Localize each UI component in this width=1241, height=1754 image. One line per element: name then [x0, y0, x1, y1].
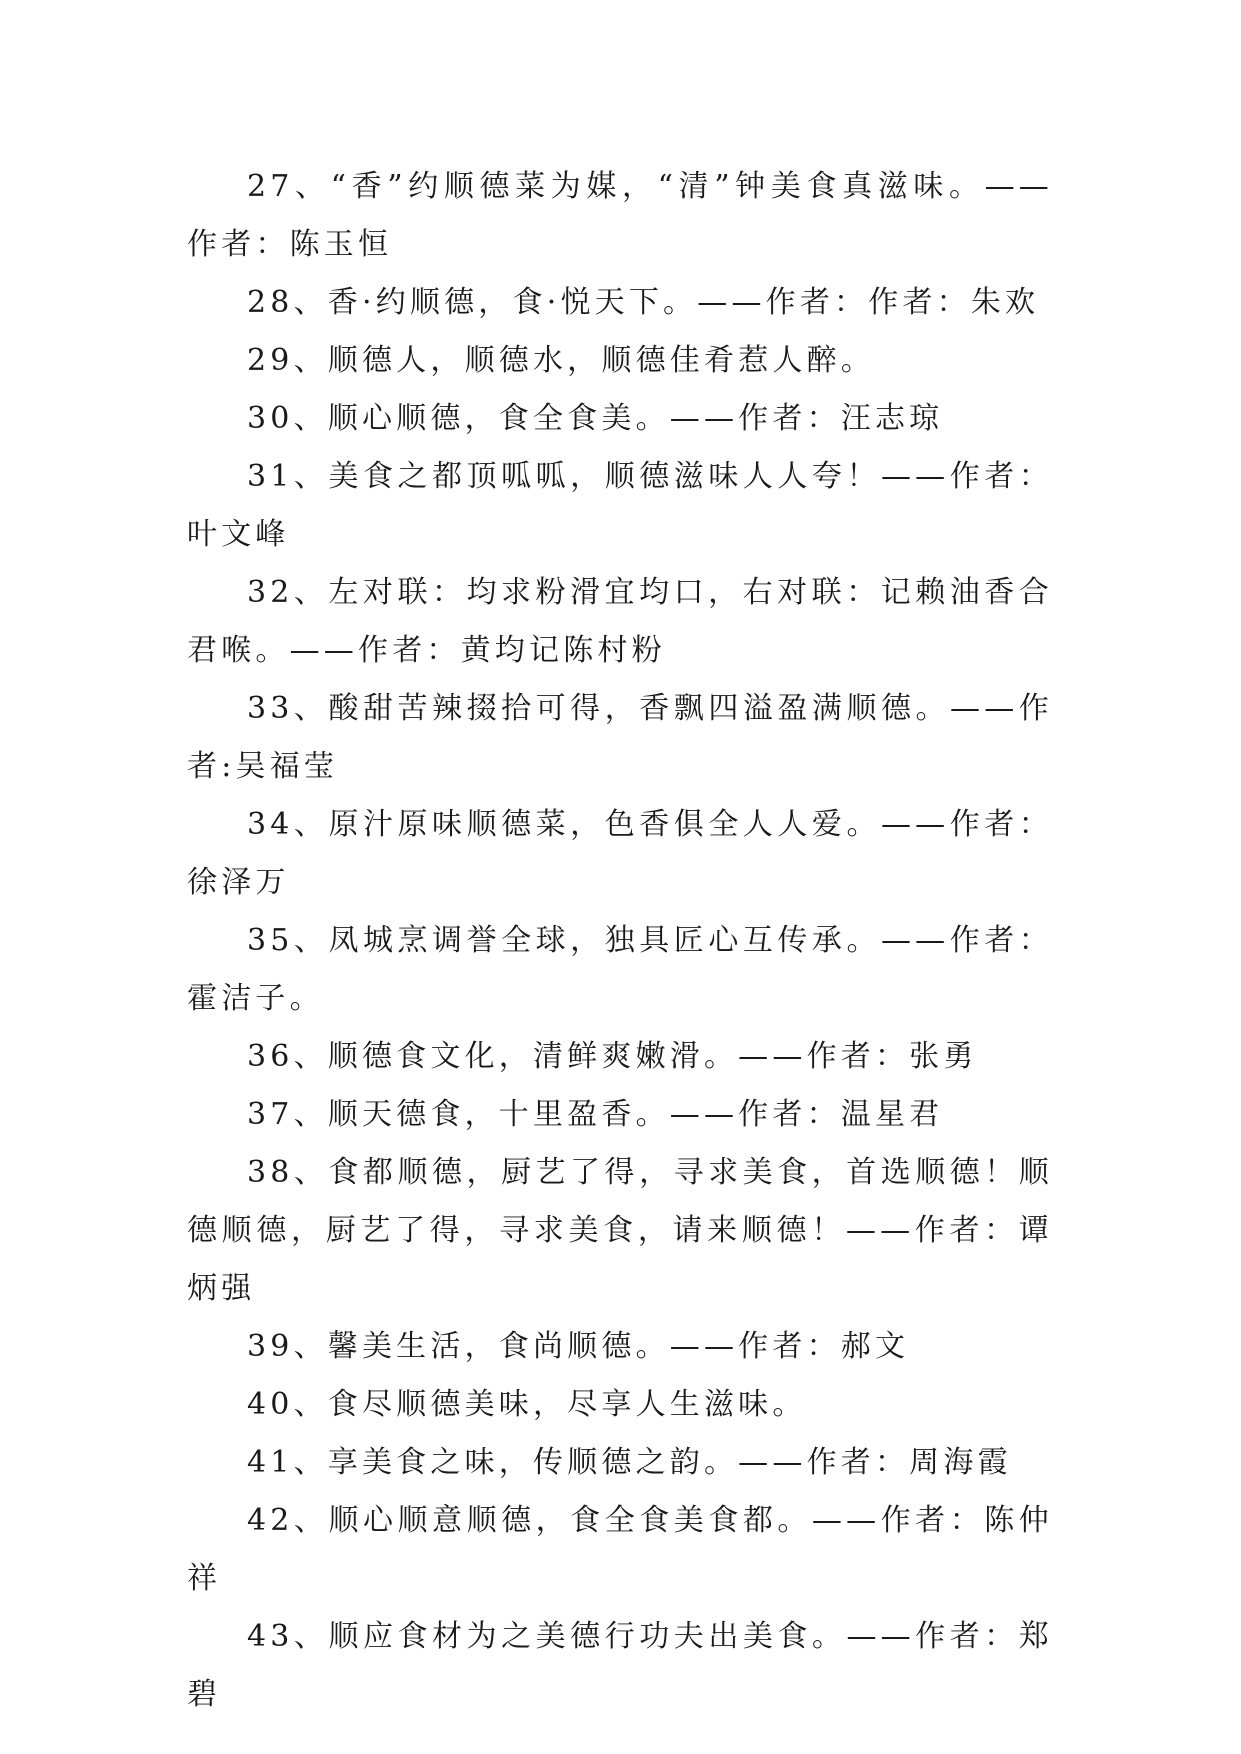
slogan-entry-27: 27、“香”约顺德菜为媒，“清”钟美食真滋味。——作者：陈玉恒: [187, 169, 1053, 262]
document-body: [187, 158, 1053, 1724]
slogan-entry-28: 28、香·约顺德，食·悦天下。——作者：作者：朱欢: [247, 285, 1040, 320]
slogan-entry-41: 41、享美食之味，传顺德之韵。——作者：周海霞: [247, 1445, 1012, 1480]
slogan-entry-36: 36、顺德食文化，清鲜爽嫩滑。——作者：张勇: [247, 1039, 978, 1074]
slogan-entry-33: 33、酸甜苦辣掇拾可得，香飘四溢盈满顺德。——作者:吴福莹: [187, 691, 1053, 784]
slogan-entry-30: 30、顺心顺德，食全食美。——作者：汪志琼: [247, 401, 944, 436]
slogan-entry-37: 37、顺天德食，十里盈香。——作者：温星君: [247, 1097, 944, 1132]
slogan-entry-34: 34、原汁原味顺德菜，色香俱全人人爱。——作者：徐泽万: [187, 807, 1053, 900]
slogan-entry-40: 40、食尽顺德美味，尽享人生滋味。: [247, 1387, 807, 1422]
slogan-entry-35: 35、凤城烹调誉全球，独具匠心互传承。——作者：霍洁子。: [187, 923, 1053, 1016]
slogan-entry-31: 31、美食之都顶呱呱，顺德滋味人人夸！——作者：叶文峰: [187, 459, 1053, 552]
slogan-entry-29: 29、顺德人，顺德水，顺德佳肴惹人醉。: [247, 343, 875, 378]
slogan-entry-42: 42、顺心顺意顺德，食全食美食都。——作者：陈仲祥: [187, 1503, 1053, 1596]
slogan-entry-39: 39、馨美生活，食尚顺德。——作者：郝文: [247, 1329, 910, 1364]
slogan-entry-38: 38、食都顺德，厨艺了得，寻求美食，首选顺德！顺德顺德，厨艺了得，寻求美食，请来顺德！——作者：谭炳强: [187, 1155, 1053, 1306]
slogan-entry-43: 43、顺应食材为之美德行功夫出美食。——作者：郑碧: [187, 1619, 1053, 1712]
slogan-entry-32: 32、左对联：均求粉滑宜均口，右对联：记赖油香合君喉。——作者：黄均记陈村粉: [187, 575, 1053, 668]
